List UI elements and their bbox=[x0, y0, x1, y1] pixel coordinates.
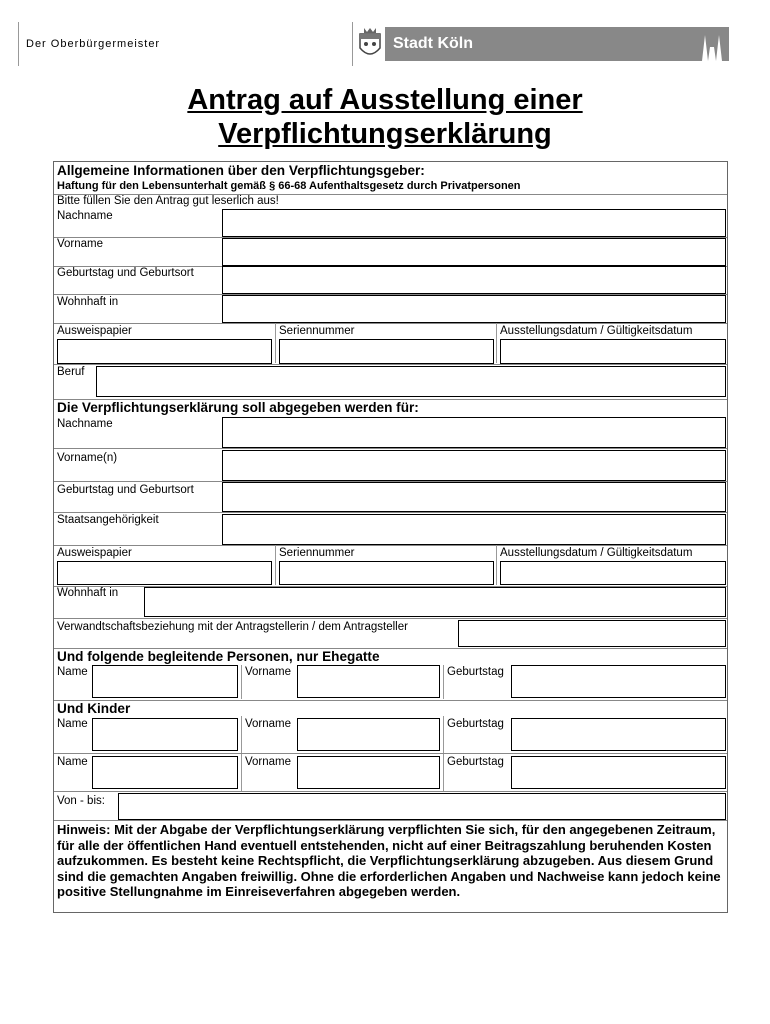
input-geburt-2[interactable] bbox=[222, 482, 726, 512]
column-divider bbox=[241, 665, 242, 699]
label-name-4b: Name bbox=[57, 756, 88, 768]
input-ausweis-1[interactable] bbox=[57, 339, 272, 364]
label-name-4a: Name bbox=[57, 718, 88, 730]
input-ausstellung-2[interactable] bbox=[500, 561, 726, 585]
divider bbox=[54, 448, 727, 449]
label-nachname: Nachname bbox=[57, 210, 113, 222]
label-vornamen-2: Vorname(n) bbox=[57, 452, 118, 464]
label-wohnhaft: Wohnhaft in bbox=[57, 296, 119, 308]
divider bbox=[54, 323, 727, 324]
input-vorname-kind-2[interactable] bbox=[297, 756, 440, 789]
input-vorname-1[interactable] bbox=[222, 238, 726, 266]
input-nachname-2[interactable] bbox=[222, 417, 726, 448]
label-serien: Seriennummer bbox=[279, 325, 355, 337]
city-logo-text: Stadt Köln bbox=[393, 35, 473, 52]
divider bbox=[54, 618, 727, 619]
input-name-ehegatte[interactable] bbox=[92, 665, 238, 698]
divider bbox=[54, 364, 727, 365]
input-vornamen-2[interactable] bbox=[222, 450, 726, 481]
column-divider bbox=[443, 754, 444, 791]
column-divider bbox=[443, 665, 444, 699]
input-ausstellung-1[interactable] bbox=[500, 339, 726, 364]
input-geburtstag-kind-2[interactable] bbox=[511, 756, 726, 789]
divider bbox=[54, 753, 727, 754]
label-geburtstag-3: Geburtstag bbox=[447, 666, 504, 678]
coat-of-arms-icon bbox=[356, 26, 384, 62]
input-wohnhaft-1[interactable] bbox=[222, 295, 726, 323]
label-geburt-2: Geburtstag und Geburtsort bbox=[57, 484, 194, 496]
input-wohnhaft-2[interactable] bbox=[144, 587, 726, 617]
divider bbox=[54, 512, 727, 513]
section1-heading: Allgemeine Informationen über den Verpflichtungsgeber: bbox=[57, 163, 425, 178]
input-staat-2[interactable] bbox=[222, 514, 726, 545]
section1-subheading: Haftung für den Lebensunterhalt gemäß § 66-68 Aufenthaltsgesetz durch Privatpersonen bbox=[57, 180, 521, 192]
label-vorname: Vorname bbox=[57, 238, 104, 250]
input-serien-1[interactable] bbox=[279, 339, 494, 364]
input-name-kind-1[interactable] bbox=[92, 718, 238, 751]
column-divider bbox=[496, 545, 497, 585]
input-von-bis[interactable] bbox=[118, 793, 726, 820]
header-logo-rule bbox=[352, 22, 353, 66]
office-name: Der Oberbürgermeister bbox=[26, 38, 161, 50]
column-divider bbox=[241, 754, 242, 791]
header-left-rule bbox=[18, 22, 19, 66]
divider bbox=[54, 820, 727, 821]
cathedral-icon bbox=[700, 31, 724, 61]
input-vorname-kind-1[interactable] bbox=[297, 718, 440, 751]
label-serien-2: Seriennummer bbox=[279, 547, 355, 559]
label-ausweis-2: Ausweispapier bbox=[57, 547, 132, 559]
label-name-3: Name bbox=[57, 666, 88, 678]
label-vorname-4b: Vorname bbox=[245, 756, 292, 768]
divider bbox=[54, 791, 727, 792]
input-geburtstag-kind-1[interactable] bbox=[511, 718, 726, 751]
form-title-line1: Antrag auf Ausstellung einer bbox=[187, 84, 583, 116]
section1-instruction: Bitte füllen Sie den Antrag gut leserlich aus! bbox=[57, 195, 279, 207]
input-ausweis-2[interactable] bbox=[57, 561, 272, 585]
section3-heading: Und folgende begleitende Personen, nur Ehegatte bbox=[57, 649, 380, 664]
input-beruf[interactable] bbox=[96, 366, 726, 397]
input-nachname-1[interactable] bbox=[222, 209, 726, 237]
label-geburt: Geburtstag und Geburtsort bbox=[57, 267, 194, 279]
label-verwandt-2: Verwandtschaftsbeziehung mit der Antragstellerin / dem Antragsteller bbox=[57, 621, 408, 633]
label-geburtstag-4b: Geburtstag bbox=[447, 756, 504, 768]
hinweis-text: Hinweis: Mit der Abgabe der Verpflichtungserklärung verpflichten Sie sich, für den angegebenen Zeitraum, für alle der öffentlichen Hand eventuell entstehenden, nicht auf einer Beitragszahlung beruhenden Kosten aufzukommen. Es besteht keine Rechtspflicht, die Verpflichtungserklärung abzugeben. Aus diesem Grund sind die gemachten Angaben freiwillig. Ohne die erforderlichen Angaben und Nachweise kann jedoch keine positive Stellungnahme im Einreiseverfahren abgegeben werden. bbox=[57, 822, 721, 900]
label-vorname-3: Vorname bbox=[245, 666, 292, 678]
label-ausstellung: Ausstellungsdatum / Gültigkeitsdatum bbox=[500, 325, 693, 337]
label-beruf: Beruf bbox=[57, 366, 85, 378]
form-title-line2: Verpflichtungserklärung bbox=[218, 118, 552, 150]
column-divider bbox=[496, 323, 497, 363]
label-staat-2: Staatsangehörigkeit bbox=[57, 514, 159, 526]
label-nachname-2: Nachname bbox=[57, 418, 113, 430]
column-divider bbox=[275, 545, 276, 585]
label-wohnhaft-2: Wohnhaft in bbox=[57, 587, 119, 599]
section4-heading: Und Kinder bbox=[57, 701, 131, 716]
input-name-kind-2[interactable] bbox=[92, 756, 238, 789]
column-divider bbox=[241, 716, 242, 753]
label-von-bis: Von - bis: bbox=[57, 795, 105, 807]
input-vorname-ehegatte[interactable] bbox=[297, 665, 440, 698]
input-serien-2[interactable] bbox=[279, 561, 494, 585]
divider bbox=[54, 545, 727, 546]
label-ausstellung-2: Ausstellungsdatum / Gültigkeitsdatum bbox=[500, 547, 693, 559]
column-divider bbox=[275, 323, 276, 363]
input-verwandt-2[interactable] bbox=[458, 620, 726, 647]
label-geburtstag-4a: Geburtstag bbox=[447, 718, 504, 730]
label-ausweis: Ausweispapier bbox=[57, 325, 132, 337]
input-geburt-1[interactable] bbox=[222, 266, 726, 294]
label-vorname-4a: Vorname bbox=[245, 718, 292, 730]
input-geburtstag-ehegatte[interactable] bbox=[511, 665, 726, 698]
column-divider bbox=[443, 716, 444, 753]
section2-heading: Die Verpflichtungserklärung soll abgegeben werden für: bbox=[57, 400, 419, 415]
divider bbox=[54, 700, 727, 701]
